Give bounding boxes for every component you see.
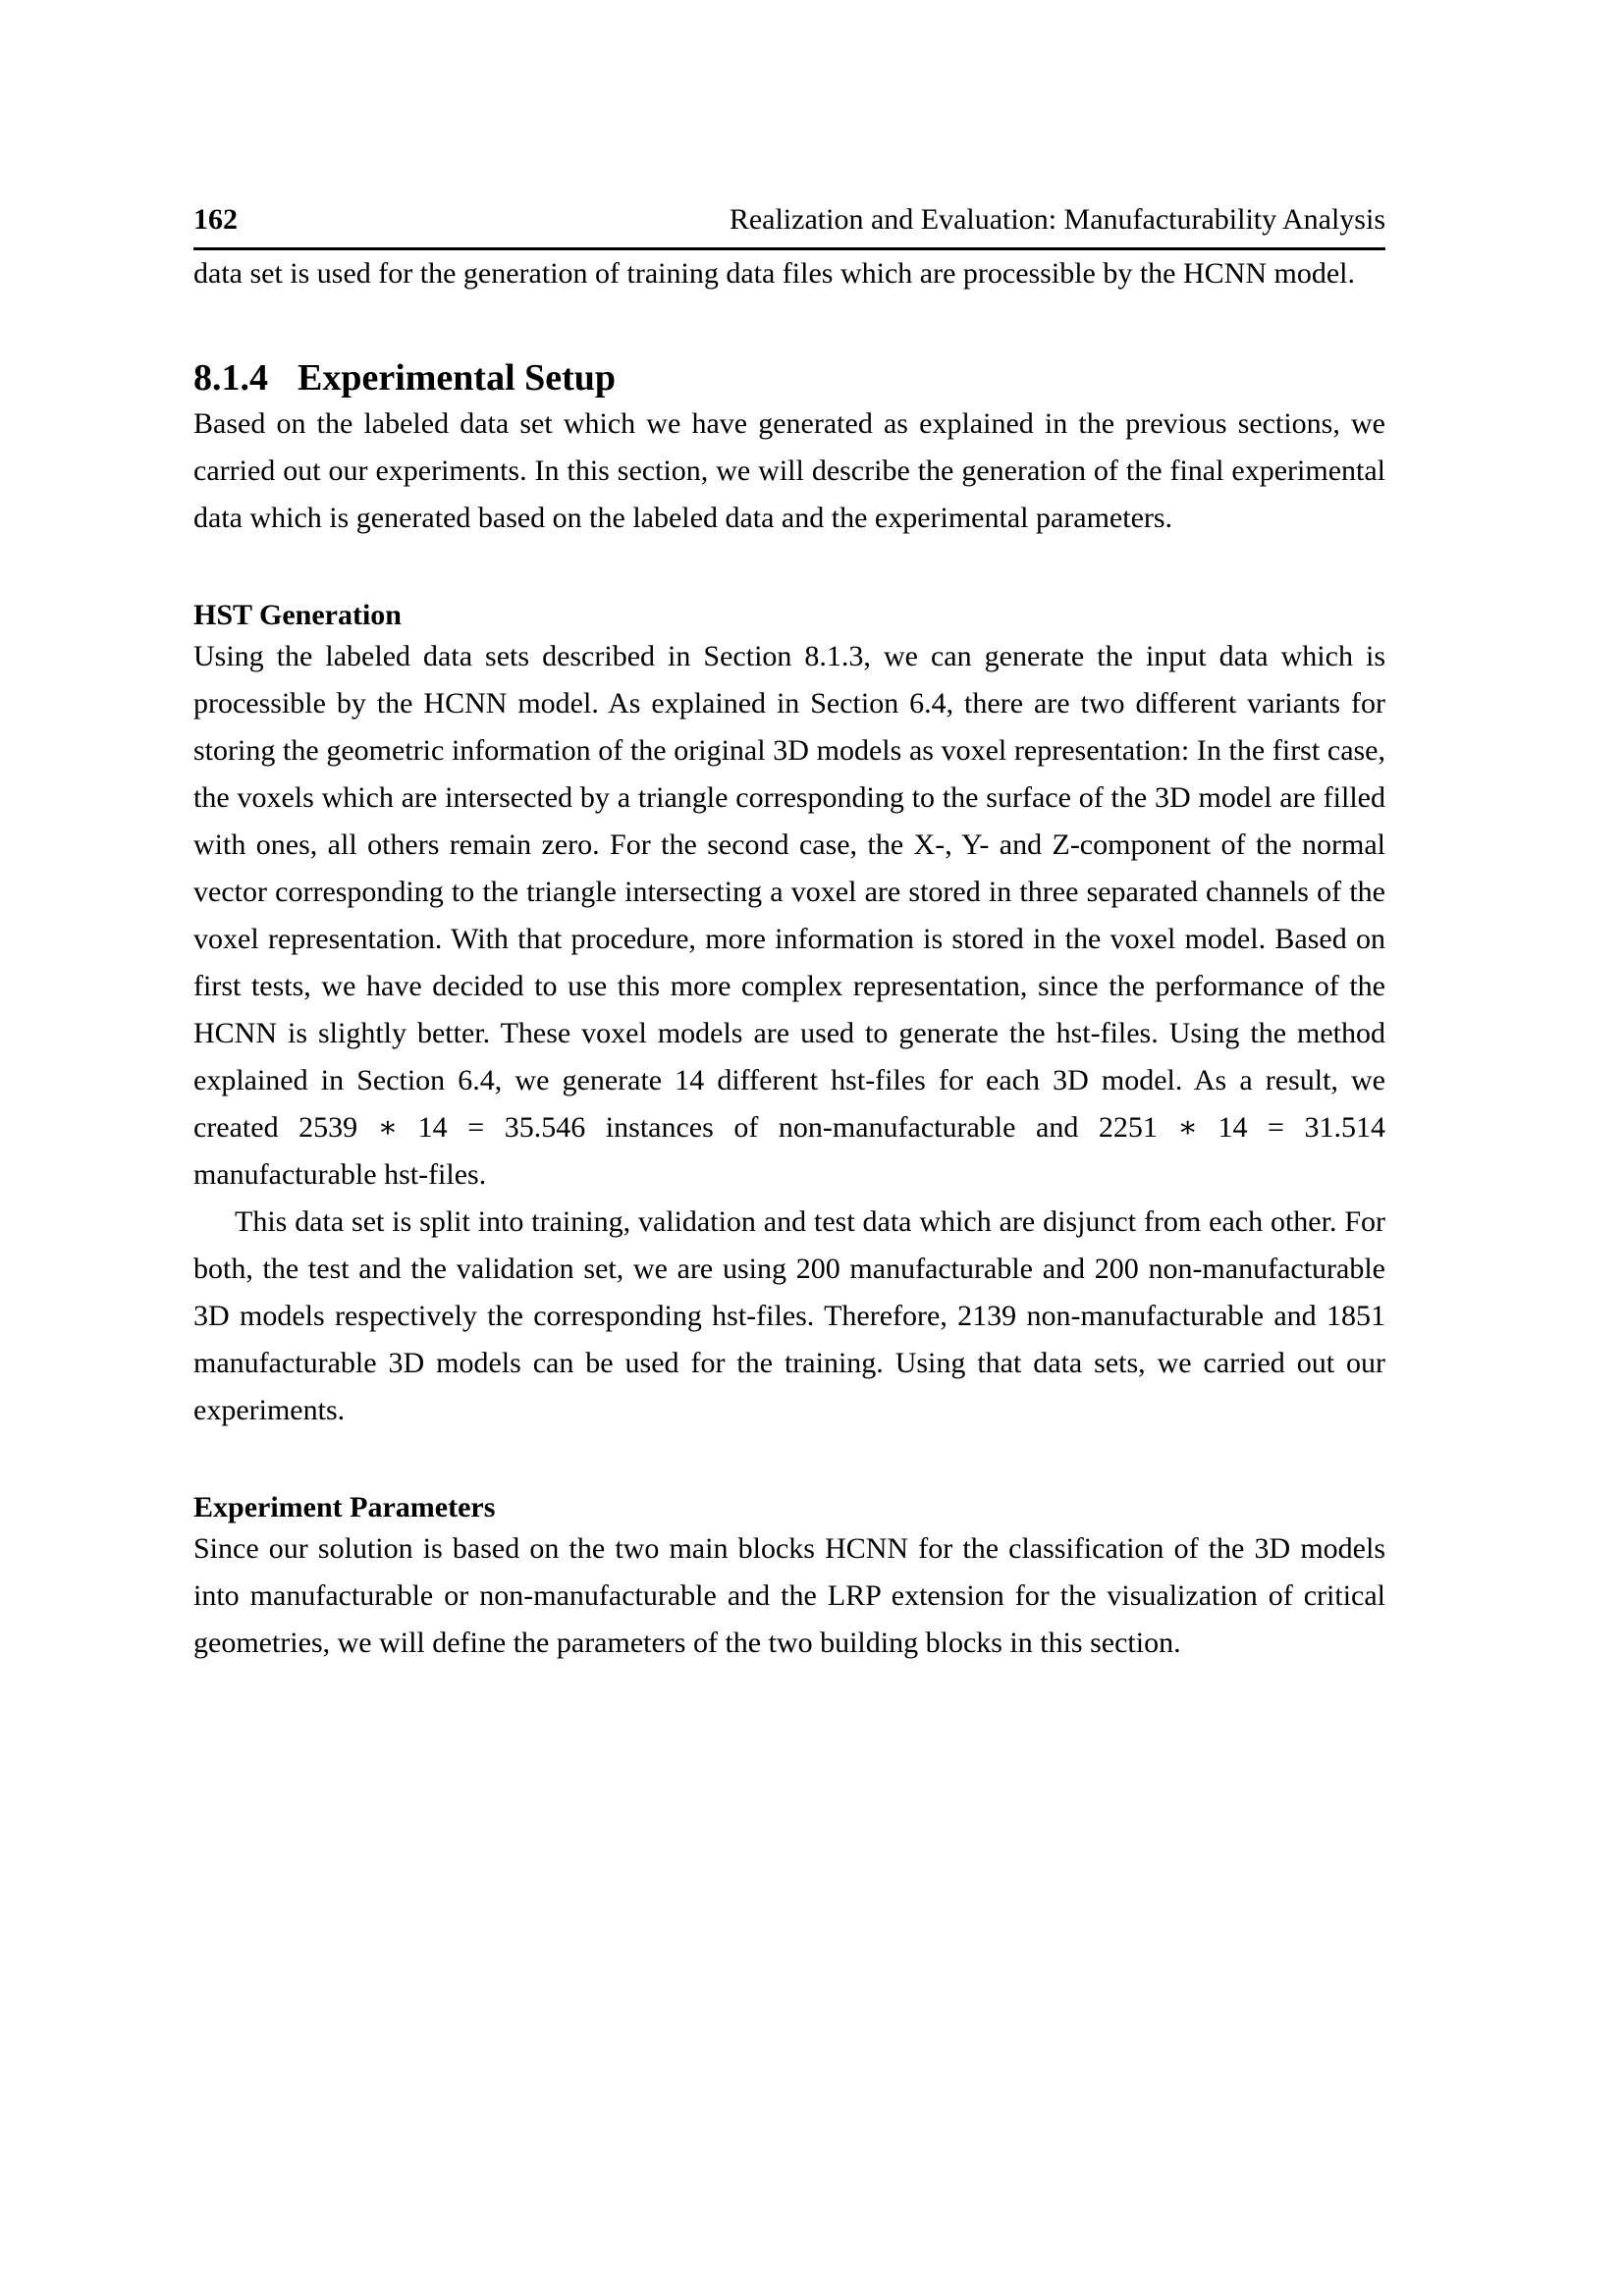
hst-generation-paragraph-2: This data set is split into training, validation and test data which are disjunct from each other. For both, the test and the validation set, we are using 200 manufacturable and 200 non-manufacturable 3D models respectively the corresponding hst-files. Therefore, 2139 non-manufacturable and 1851 manufacturable 3D models can be used for the training. Using that data sets, we carried out our experiments.: [193, 1205, 1385, 1426]
section-title: Experimental Setup: [298, 357, 617, 399]
intro-paragraph: data set is used for the generation of training data files which are processible by the HCNN model.: [193, 257, 1355, 290]
experiment-parameters-paragraph: Since our solution is based on the two main blocks HCNN for the classification of the 3D models into manufacturable or non-manufacturable and the LRP extension for the visualization of critical geometries, we will define the parameters of the two building blocks in this section.: [193, 1532, 1385, 1659]
page-header: [193, 205, 1385, 235]
section-number: 8.1.4: [193, 357, 268, 399]
subsection-heading-experiment-parameters: Experiment Parameters: [193, 1491, 496, 1523]
section-intro-paragraph: Based on the labeled data set which we have generated as explained in the previous sections, we carried out our experiments. In this section, we will describe the generation of the final experimental data which is generated based on the labeled data and the experimental parameters.: [193, 407, 1385, 534]
page-number: 162: [193, 203, 238, 236]
running-title: Realization and Evaluation: Manufacturability Analysis: [729, 203, 1385, 236]
hst-generation-paragraph-1: Using the labeled data sets described in Section 8.1.3, we can generate the input data which is processible by the HCNN model. As explained in Section 6.4, there are two different variants for storing the geometric information of the original 3D models as voxel representation: In the first case, the voxels which are intersected by a triangle corresponding to the surface of the 3D model are filled with ones, all others remain zero. For the second case, the X-, Y- and Z-component of the normal vector corresponding to the triangle intersecting a voxel are stored in three separated channels of the voxel representation. With that procedure, more information is stored in the voxel model. Based on first tests, we have decided to use this more complex representation, since the performance of the HCNN is slightly better. These voxel models are used to generate the hst-files. Using the method explained in Section 6.4, we generate 14 different hst-files for each 3D model. As a result, we created 2539 ∗ 14 = 35.546 instances of non-manufacturable and 2251 ∗ 14 = 31.514 manufacturable hst-files.: [193, 640, 1385, 1191]
subsection-heading-hst-generation: HST Generation: [193, 599, 402, 631]
section-heading: [193, 355, 1385, 400]
